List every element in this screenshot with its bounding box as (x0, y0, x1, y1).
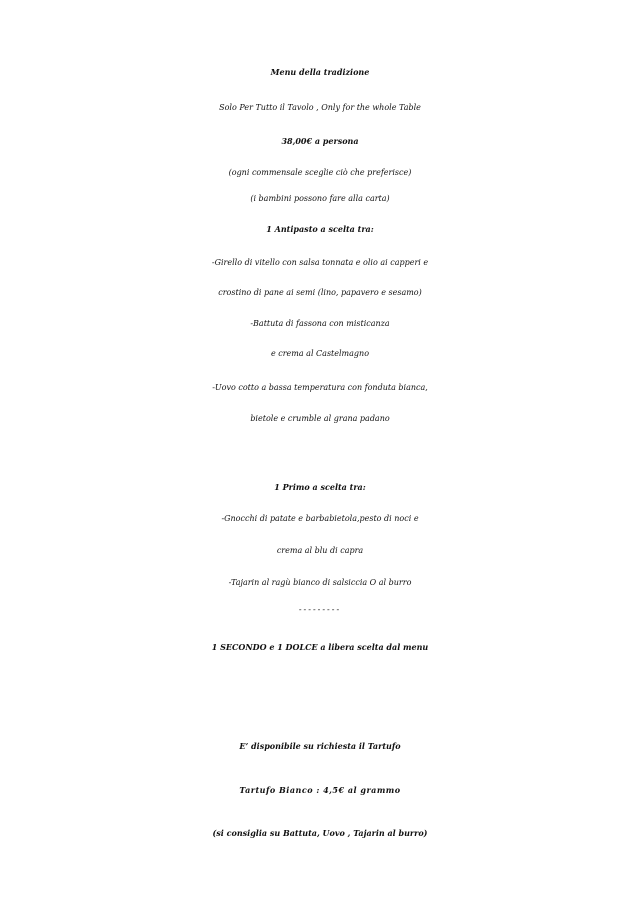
secondo-dolce-line: 1 SECONDO e 1 DOLCE a libera scelta dal menu (211, 642, 429, 652)
tartufo-availability: E’ disponibile su richiesta il Tartufo (239, 741, 401, 751)
tartufo-suggestion: (si consiglia su Battuta, Uovo , Tajarin al burro) (212, 828, 428, 838)
antipasto-line: crostino di pane ai semi (lino, papavero e sesamo) (218, 288, 422, 297)
antipasto-line: bietole e crumble al grana padano (250, 414, 390, 423)
primo-line: -Gnocchi di patate e barbabietola,pesto di noci e (221, 514, 419, 523)
section-divider: --------- (298, 605, 342, 614)
menu-note-children: (i bambini possono fare alla carta) (250, 194, 390, 203)
menu-note-choice: (ogni commensale sceglie ciò che preferisce) (228, 168, 412, 177)
tartufo-price: Tartufo Bianco : 4,5€ al grammo (239, 785, 401, 795)
menu-price: 38,00€ a persona (281, 136, 359, 146)
antipasto-line: -Battuta di fassona con misticanza (250, 319, 390, 328)
antipasto-line: -Girello di vitello con salsa tonnata e olio ai capperi e (211, 258, 429, 267)
menu-subtitle: Solo Per Tutto il Tavolo , Only for the whole Table (219, 103, 421, 112)
primo-line: crema al blu di capra (276, 546, 364, 555)
antipasto-line: e crema al Castelmagno (270, 349, 370, 358)
antipasto-line: -Uovo cotto a bassa temperatura con fonduta bianca, (212, 383, 428, 392)
primo-line: -Tajarin al ragù bianco di salsiccia O al burro (228, 578, 412, 587)
primo-heading: 1 Primo a scelta tra: (274, 482, 366, 492)
antipasto-heading: 1 Antipasto a scelta tra: (266, 224, 374, 234)
menu-title: Menu della tradizione (270, 67, 370, 77)
